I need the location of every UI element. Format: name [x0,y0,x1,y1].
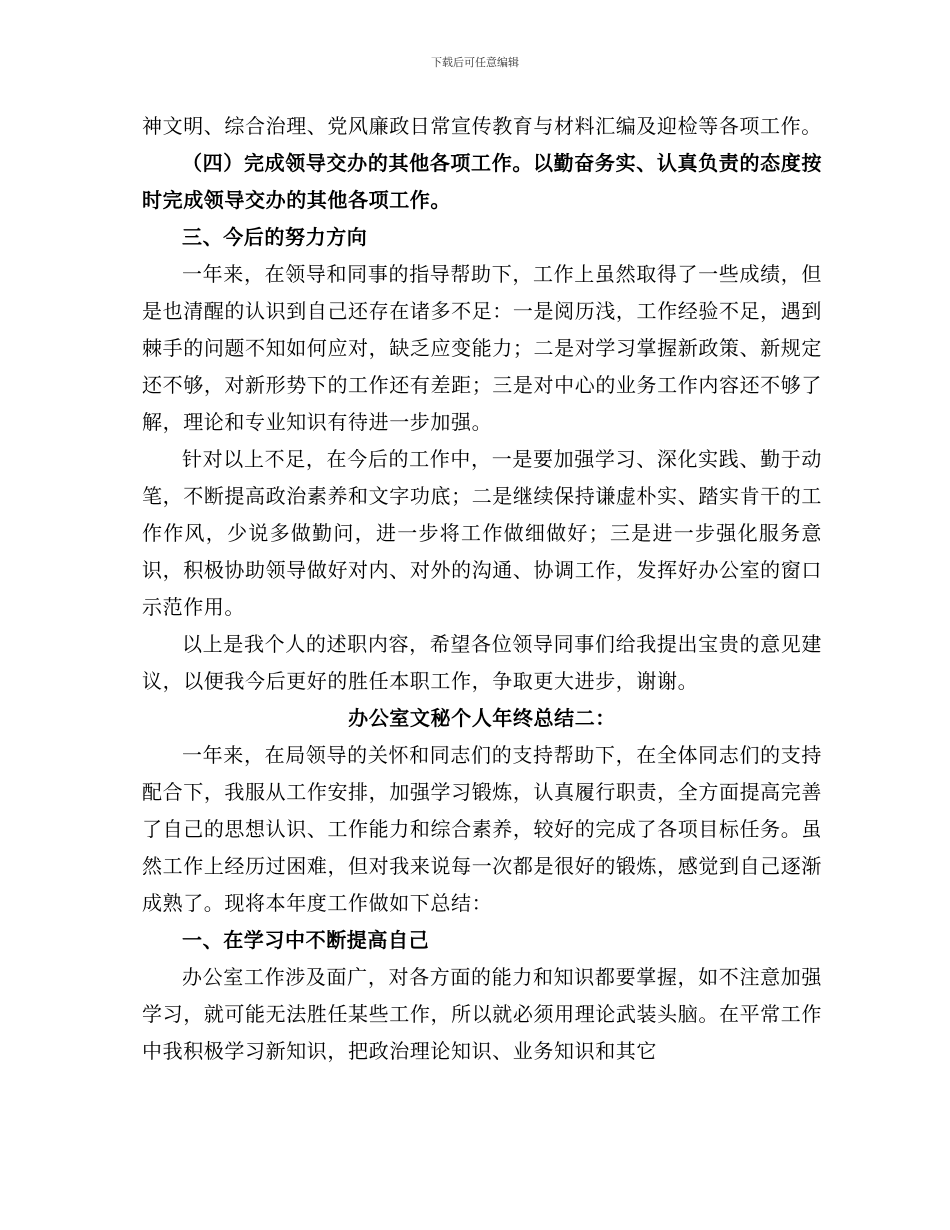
paragraph-continuation: 神文明、综合治理、党风廉政日常宣传教育与材料汇编及迎检等各项工作。 [142,114,822,138]
paragraph-learning: 办公室工作涉及面广，对各方面的能力和知识都要掌握，如不注意加强学习，就可能无法胜任某些工作，所以就必须用理论武装头脑。在平常工作中我积极学习新知识，把政治理论知识、业务知识和其它 [142,965,822,1063]
paragraph-shortcomings: 一年来，在领导和同事的指导帮助下，工作上虽然取得了一些成绩，但是也清醒的认识到自己还存在诸多不足：一是阅历浅，工作经验不足，遇到棘手的问题不知如何应对，缺乏应变能力；二是对学习掌握新政策、新规定还不够，对新形势下的工作还有差距；三是对中心的业务工作内容还不够了解，理论和专业知识有待进一步加强。 [142,262,822,434]
section-heading-future-direction: 三、今后的努力方向 [182,225,368,249]
document-title-two: 办公室文秘个人年终总结二： [348,706,616,730]
paragraph-closing: 以上是我个人的述职内容，希望各位领导同事们给我提出宝贵的意见建议，以便我今后更好的胜任本职工作，争取更大进步，谢谢。 [142,632,822,693]
header-note: 下载后可任意编辑 [431,56,519,69]
section-heading-learning: 一、在学习中不断提高自己 [182,928,430,952]
paragraph-item-four: （四）完成领导交办的其他各项工作。以勤奋务实、认真负责的态度按时完成领导交办的其他各项工作。 [142,151,822,212]
paragraph-year-summary: 一年来，在局领导的关怀和同志们的支持帮助下，在全体同志们的支持配合下，我服从工作安排，加强学习锻炼，认真履行职责，全方面提高完善了自己的思想认识、工作能力和综合素养，较好的完成了各项目标任务。虽然工作上经历过困难，但对我来说每一次都是很好的锻炼，感觉到自己逐渐成熟了。现将本年度工作做如下总结： [142,743,822,915]
document-body [142,108,822,1070]
paragraph-improvements: 针对以上不足，在今后的工作中，一是要加强学习、深化实践、勤于动笔，不断提高政治素养和文字功底；二是继续保持谦虚朴实、踏实肯干的工作作风，少说多做勤问，进一步将工作做细做好；三是进一步强化服务意识，积极协助领导做好对内、对外的沟通、协调工作，发挥好办公室的窗口示范作用。 [142,447,822,619]
